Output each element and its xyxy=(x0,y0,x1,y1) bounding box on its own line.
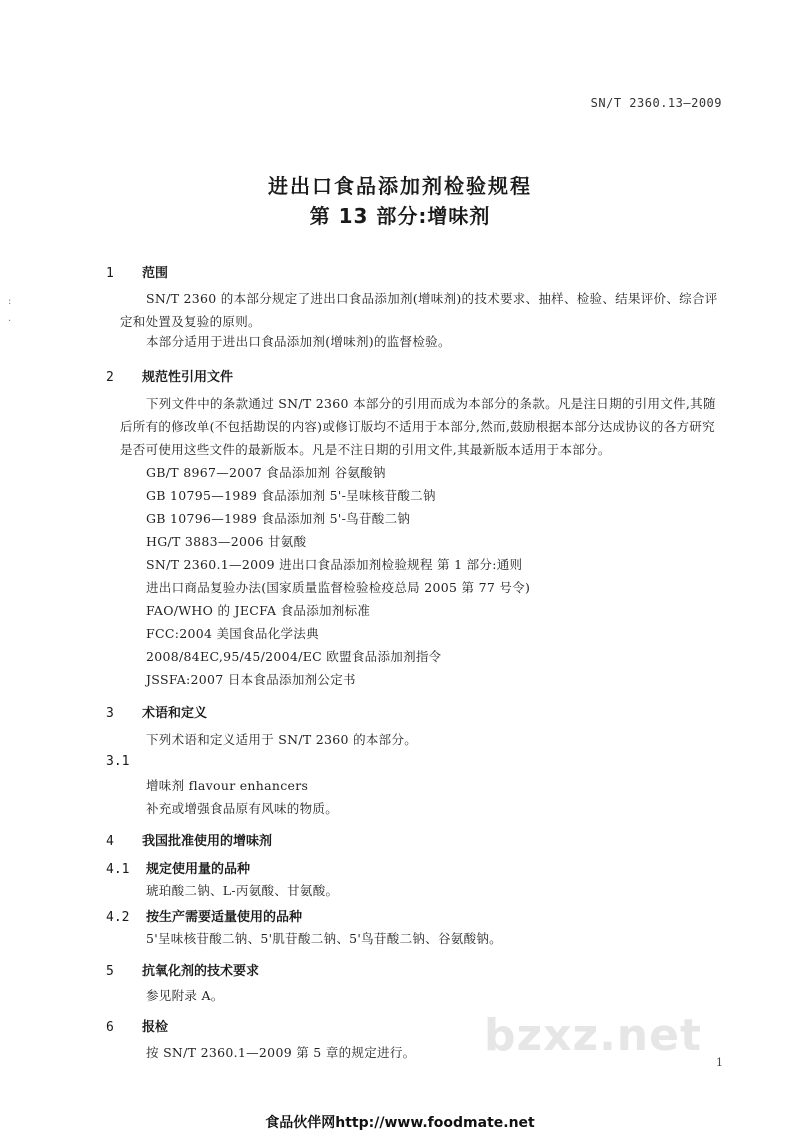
subsection-content: 琥珀酸二钠、L-丙氨酸、甘氨酸。 xyxy=(146,883,339,898)
section-heading-approved xyxy=(106,830,272,849)
section-number: 1 xyxy=(106,266,114,281)
reference-item: GB 10796—1989 食品添加剂 5'-鸟苷酸二钠 xyxy=(146,511,411,526)
reference-item: FCC:2004 美国食品化学法典 xyxy=(146,626,319,641)
reference-item: 进出口商品复验办法(国家质量监督检验检疫总局 2005 第 77 号令) xyxy=(146,580,531,595)
section-number: 5 xyxy=(106,964,114,979)
section-heading-scope xyxy=(106,262,168,281)
terms-intro: 下列术语和定义适用于 SN/T 2360 的本部分。 xyxy=(146,732,418,747)
footer-source: 食品伙伴网http://www.foodmate.net xyxy=(265,1115,535,1131)
section-title: 抗氧化剂的技术要求 xyxy=(142,964,260,979)
reference-item: FAO/WHO 的 JECFA 食品添加剂标准 xyxy=(146,603,371,618)
section-title: 范围 xyxy=(142,266,169,281)
reference-item: HG/T 3883—2006 甘氨酸 xyxy=(146,534,307,549)
section-heading-references xyxy=(106,366,233,385)
subsection-title: 按生产需要适量使用的品种 xyxy=(146,910,303,925)
tech-content: 参见附录 A。 xyxy=(146,988,224,1003)
margin-mark: : xyxy=(8,296,12,307)
subsection-number: 4.2 xyxy=(106,910,130,925)
subsection-heading xyxy=(106,906,302,925)
reference-item: JSSFA:2007 日本食品添加剂公定书 xyxy=(146,672,356,687)
subsection-content: 5'呈味核苷酸二钠、5'肌苷酸二钠、5'鸟苷酸二钠、谷氨酸钠。 xyxy=(146,931,502,946)
references-intro: 下列文件中的条款通过 SN/T 2360 本部分的引用而成为本部分的条款。凡是注日期的引用文件,其随后所有的修改单(不包括勘误的内容)或修订版均不适用于本部分,然而,鼓励根据本部分达成协议的各方研究是否可使用这些文件的最新版本。凡是不注日期的引用文件,其最新版本适用于本部分。 xyxy=(120,396,716,457)
section-title: 规范性引用文件 xyxy=(142,370,234,385)
term-name: 增味剂 flavour enhancers xyxy=(146,778,309,793)
section-number: 3 xyxy=(106,706,114,721)
section-title: 我国批准使用的增味剂 xyxy=(142,834,273,849)
watermark: bzxz.net xyxy=(484,1010,703,1061)
subsection-heading xyxy=(106,858,250,877)
section-heading-terms xyxy=(106,702,207,721)
section-title: 报检 xyxy=(142,1020,169,1035)
standard-number: SN/T 2360.13—2009 xyxy=(590,96,722,110)
document-subtitle: 第 13 部分:增味剂 xyxy=(309,204,491,228)
section-number: 6 xyxy=(106,1020,114,1035)
term-number: 3.1 xyxy=(106,754,130,769)
subsection-number: 4.1 xyxy=(106,862,130,877)
subsection-title: 规定使用量的品种 xyxy=(146,862,251,877)
term-definition: 补充或增强食品原有风味的物质。 xyxy=(146,801,339,816)
reference-item: SN/T 2360.1—2009 进出口食品添加剂检验规程 第 1 部分:通则 xyxy=(146,557,523,572)
section-number: 4 xyxy=(106,834,114,849)
scope-paragraph: 本部分适用于进出口食品添加剂(增味剂)的监督检验。 xyxy=(146,334,451,349)
section-heading-inspection xyxy=(106,1016,168,1035)
reference-item: 2008/84EC,95/45/2004/EC 欧盟食品添加剂指令 xyxy=(146,649,442,664)
document-title: 进出口食品添加剂检验规程 xyxy=(268,174,532,198)
scope-paragraph: SN/T 2360 的本部分规定了进出口食品添加剂(增味剂)的技术要求、抽样、检验、结果评价、综合评定和处置及复验的原则。 xyxy=(120,291,718,329)
section-heading-tech xyxy=(106,960,259,979)
reference-item: GB/T 8967—2007 食品添加剂 谷氨酸钠 xyxy=(146,465,386,480)
section-number: 2 xyxy=(106,370,114,385)
page-number: 1 xyxy=(716,1056,723,1069)
margin-mark: · xyxy=(8,316,12,327)
section-title: 术语和定义 xyxy=(142,706,208,721)
inspection-content: 按 SN/T 2360.1—2009 第 5 章的规定进行。 xyxy=(146,1045,416,1060)
reference-item: GB 10795—1989 食品添加剂 5'-呈味核苷酸二钠 xyxy=(146,488,436,503)
